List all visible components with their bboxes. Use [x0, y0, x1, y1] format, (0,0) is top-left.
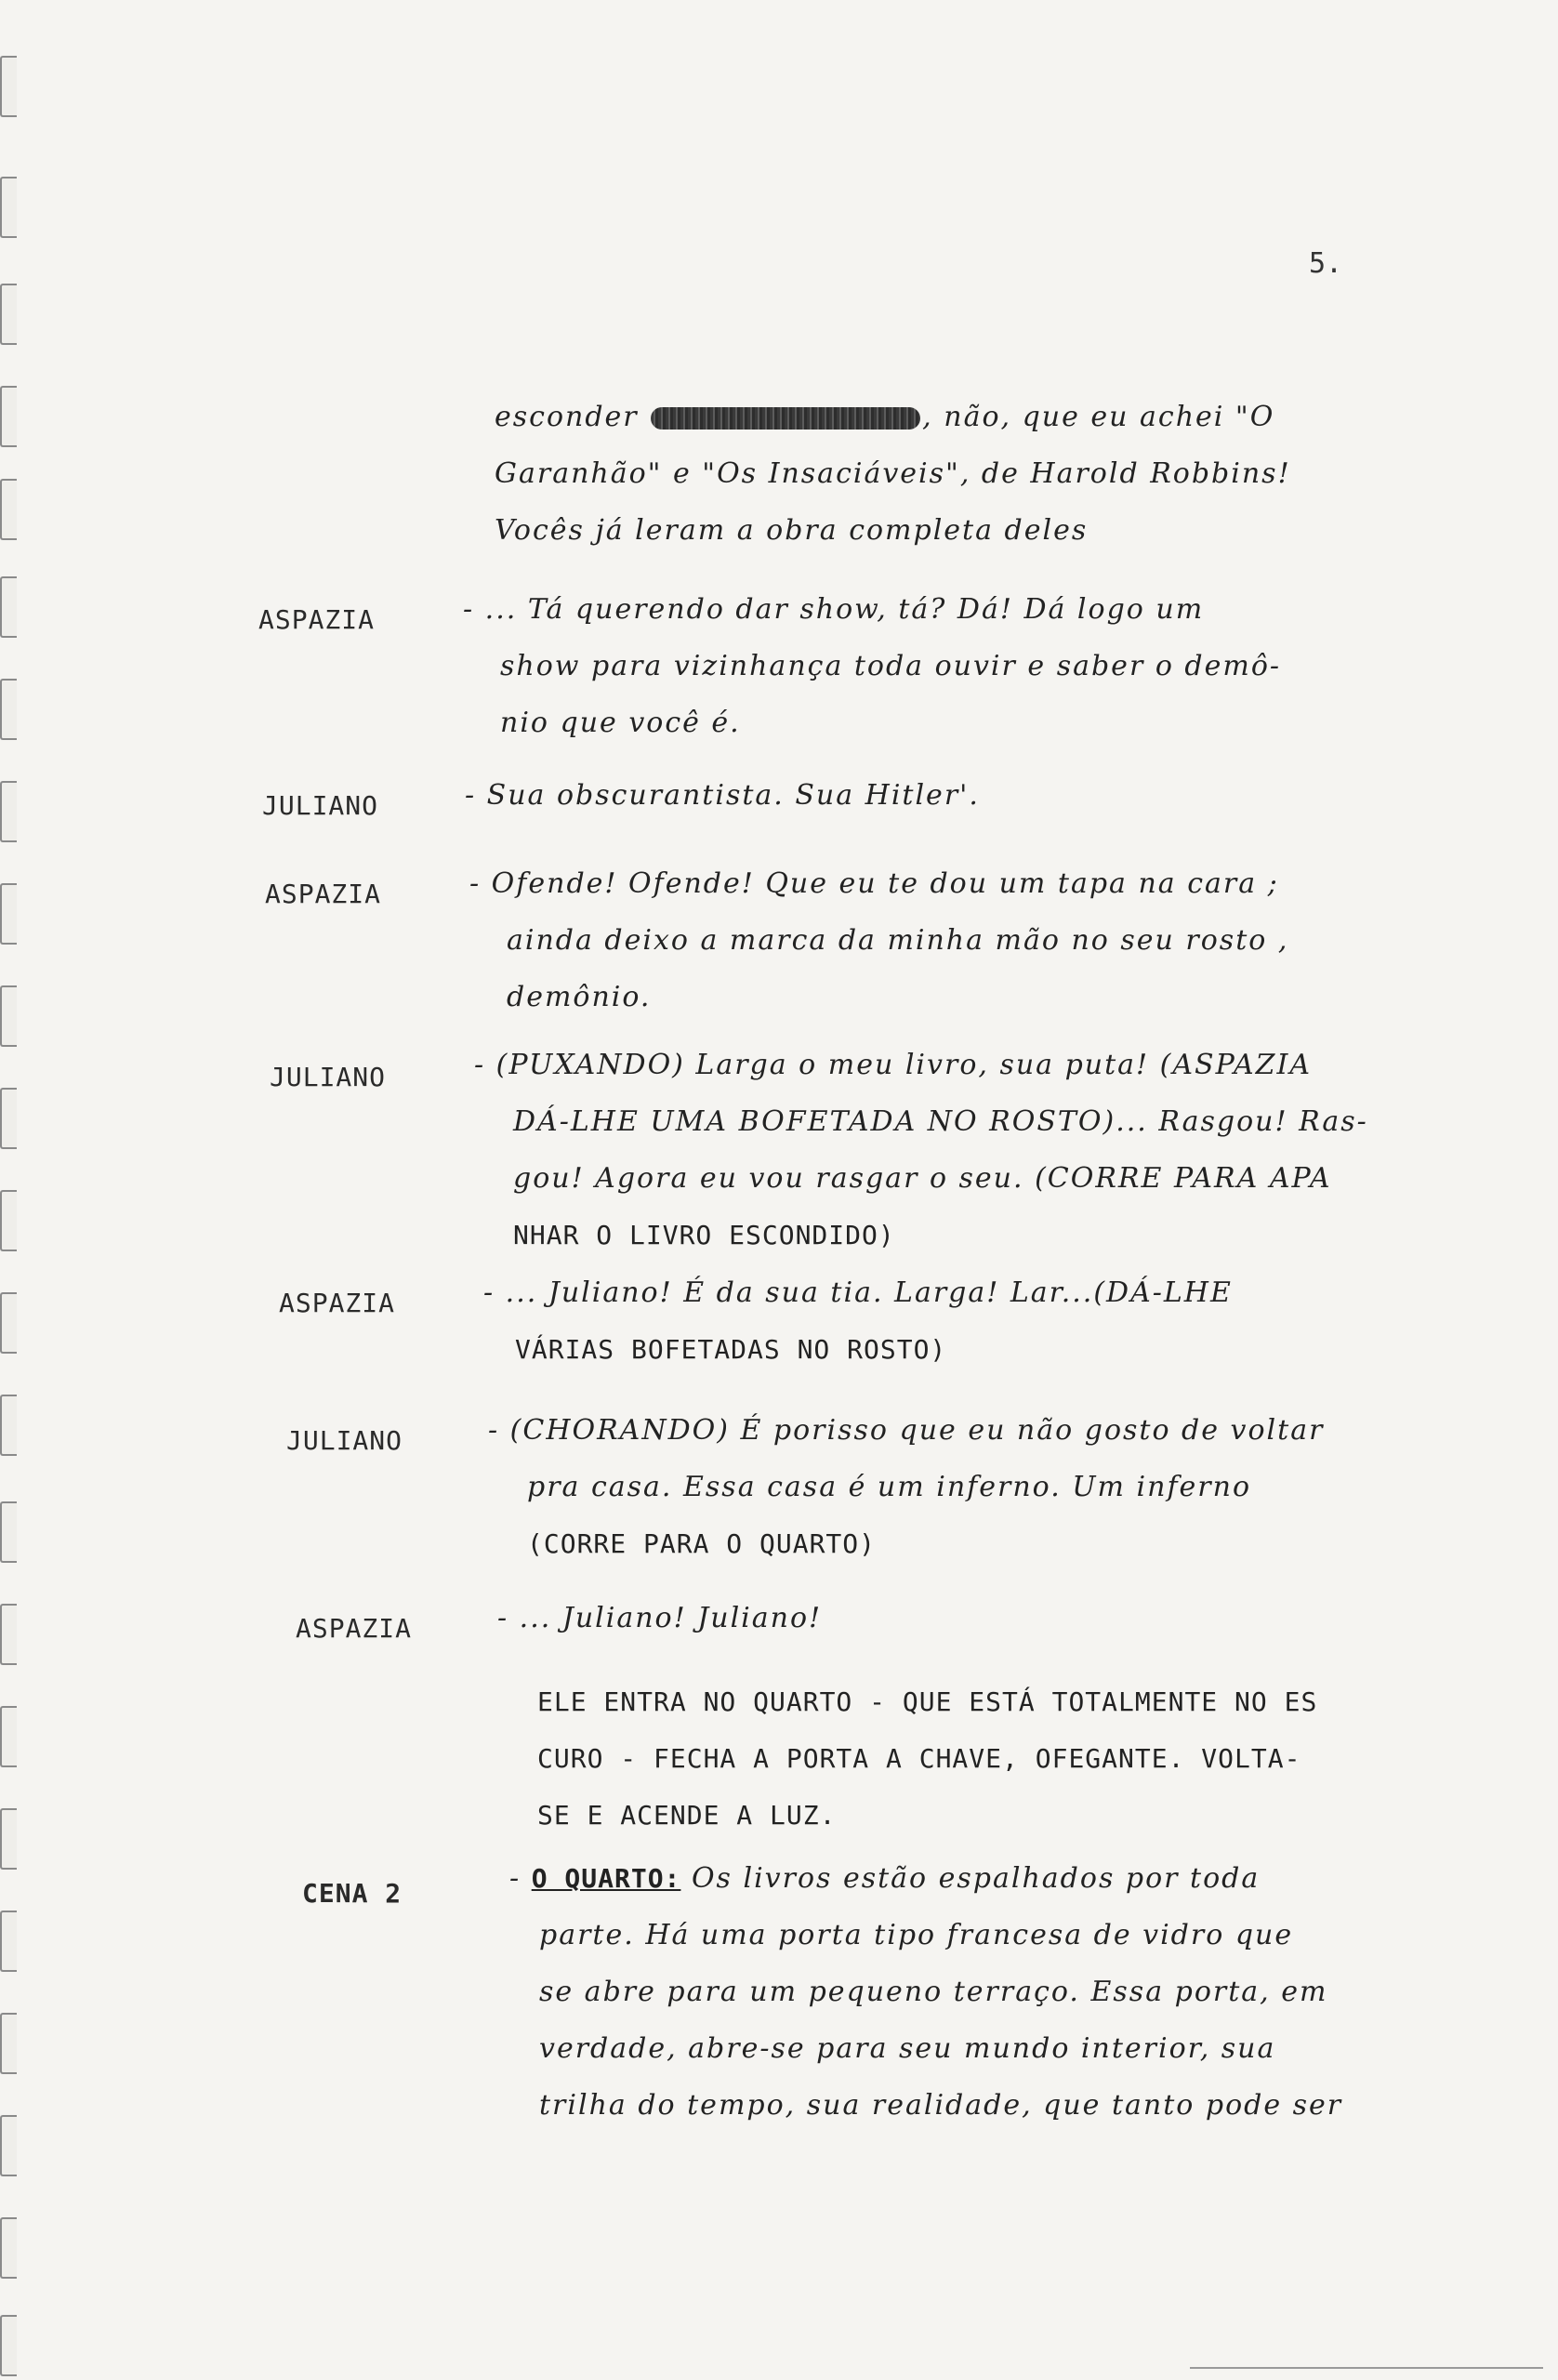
speech-line: - (CHORANDO) É porisso que eu não gosto de voltar [488, 1414, 1325, 1447]
scene-line: - O QUARTO: Os livros estão espalhados por toda [509, 1862, 1261, 1895]
dialogue-speech [483, 1264, 1233, 1378]
binder-hole [0, 386, 17, 447]
binder-hole [0, 2013, 17, 2074]
speaker-name: ASPAZIA [296, 1613, 413, 1644]
speaker-name: JULIANO [286, 1425, 403, 1456]
speech-line: - Ofende! Ofende! Que eu te dou um tapa na cara ; [469, 867, 1279, 900]
scene-line: trilha do tempo, sua realidade, que tanto pode ser [539, 2089, 1343, 2122]
scene-heading: O QUARTO: [531, 1863, 681, 1894]
speech-line: - ... Juliano! É da sua tia. Larga! Lar...(DÁ-LHE [483, 1276, 1233, 1309]
dialogue-speech [474, 1037, 1368, 1263]
speech-line: pra casa. Essa casa é um inferno. Um inferno [527, 1471, 1252, 1503]
scene-line: verdade, abre-se para seu mundo interior, sua [539, 2032, 1276, 2065]
binder-hole [0, 1395, 17, 1456]
binder-hole [0, 1911, 17, 1972]
speech-line: Vocês já leram a obra completa deles [495, 514, 1089, 547]
speech-line: NHAR O LIVRO ESCONDIDO) [513, 1220, 895, 1250]
speech-line: - ... Juliano! Juliano! [497, 1602, 823, 1634]
bottom-rule [1190, 2367, 1543, 2369]
speaker-name: JULIANO [270, 1062, 387, 1092]
dialogue-speech [497, 1590, 822, 1646]
speech-line: nio que você é. [500, 707, 741, 739]
speaker-name: ASPAZIA [265, 879, 382, 909]
scene-description [509, 1850, 1342, 2134]
binder-hole [0, 883, 17, 945]
binder-hole [0, 2315, 17, 2376]
binder-hole [0, 1808, 17, 1870]
intro-speech [495, 389, 1291, 559]
speech-line: DÁ-LHE UMA BOFETADA NO ROSTO)... Rasgou! Ras- [513, 1105, 1368, 1138]
speech-line: VÁRIAS BOFETADAS NO ROSTO) [515, 1334, 947, 1365]
speech-line: gou! Agora eu vou rasgar o seu. (CORRE PARA APA [513, 1162, 1332, 1195]
speaker-name: JULIANO [262, 790, 379, 821]
speech-line: - ... Tá querendo dar show, tá? Dá! Dá logo um [463, 593, 1205, 626]
stage-direction [537, 1673, 1317, 1844]
scene-line: se abre para um pequeno terraço. Essa porta, em [539, 1976, 1328, 2008]
speech-line: demônio. [507, 981, 652, 1013]
speech-line: Garanhão" e "Os Insaciáveis", de Harold Robbins! [495, 457, 1291, 490]
binder-hole [0, 985, 17, 1047]
speaker-name: ASPAZIA [279, 1288, 396, 1318]
dialogue-speech [488, 1402, 1324, 1572]
binder-hole [0, 1501, 17, 1563]
binder-hole [0, 2217, 17, 2279]
binder-hole [0, 1706, 17, 1767]
speech-line: - Sua obscurantista. Sua Hitler'. [465, 779, 980, 812]
redaction-mark [651, 407, 920, 430]
dialogue-speech [465, 767, 980, 824]
page-number: 5. [1309, 247, 1343, 280]
scene-text: Os livros estão espalhados por toda [691, 1862, 1261, 1895]
scene-line: parte. Há uma porta tipo francesa de vidro que [539, 1919, 1294, 1951]
scene-label: CENA 2 [302, 1878, 403, 1909]
speech-fragment: , não, que eu achei "O [922, 401, 1275, 433]
speech-line: ainda deixo a marca da minha mão no seu rosto , [507, 924, 1289, 957]
binder-hole [0, 1292, 17, 1354]
binder-hole [0, 679, 17, 740]
binder-hole [0, 479, 17, 540]
speech-line [495, 389, 1291, 445]
speaker-name: ASPAZIA [258, 604, 376, 635]
speech-line: show para vizinhança toda ouvir e saber o demô- [500, 650, 1282, 682]
binder-hole [0, 1088, 17, 1149]
stage-direction-line: CURO - FECHA A PORTA A CHAVE, OFEGANTE. VOLTA- [537, 1743, 1301, 1774]
speech-line: (CORRE PARA O QUARTO) [527, 1528, 877, 1559]
binder-hole [0, 56, 17, 117]
binder-hole [0, 177, 17, 238]
binder-hole [0, 284, 17, 345]
speech-fragment: esconder [495, 401, 650, 433]
binder-hole [0, 2115, 17, 2176]
dialogue-speech [463, 581, 1281, 751]
binder-hole [0, 576, 17, 638]
dialogue-speech [469, 855, 1288, 1025]
binder-hole [0, 1190, 17, 1251]
stage-direction-line: SE E ACENDE A LUZ. [537, 1800, 837, 1831]
binder-holes [0, 56, 74, 2380]
binder-hole [0, 781, 17, 842]
binder-hole [0, 1604, 17, 1665]
stage-direction-line: ELE ENTRA NO QUARTO - QUE ESTÁ TOTALMENTE NO ES [537, 1686, 1318, 1717]
speech-line: - (PUXANDO) Larga o meu livro, sua puta! (ASPAZIA [474, 1049, 1313, 1081]
